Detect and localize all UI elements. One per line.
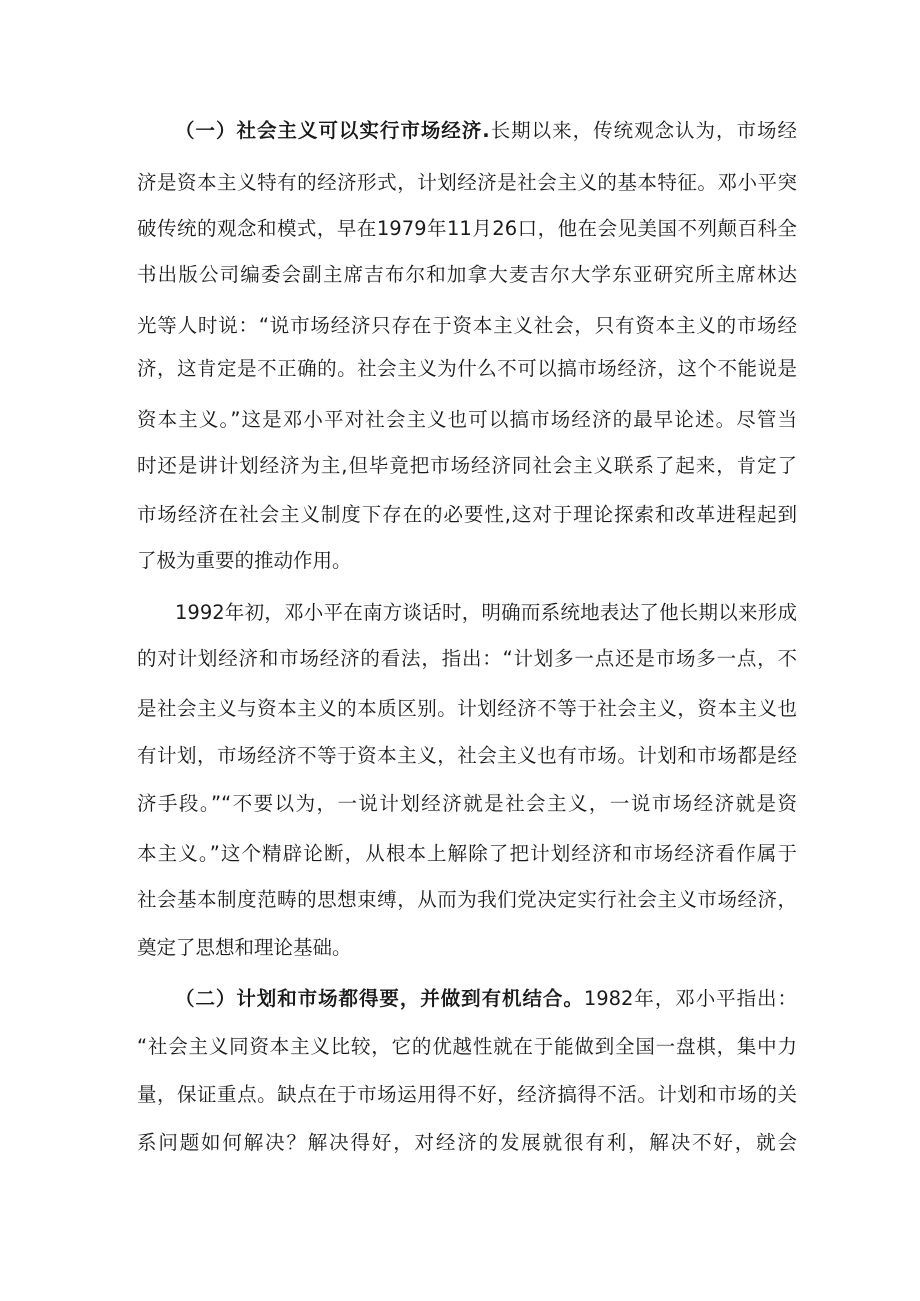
paragraph-1-line-2: 济是资本主义特有的经济形式，计划经济是社会主义的基本特征。邓小平突 bbox=[137, 171, 797, 194]
paragraph-1-line-9: 市场经济在社会主义制度下存在的必要性,这对于理论探索和改革进程起到 bbox=[137, 503, 797, 526]
paragraph-1-line-6: 济，这肯定是不正确的。社会主义为什么不可以搞市场经济，这个不能说是 bbox=[137, 357, 797, 380]
paragraph-3-line-3: 量，保证重点。缺点在于市场运用得不好，经济搞得不活。计划和市场的关 bbox=[137, 1083, 797, 1106]
paragraph-2-line-4: 有计划，市场经济不等于资本主义，社会主义也有市场。计划和市场都是经 bbox=[137, 744, 797, 767]
paragraph-2-line-1: 1992年初，邓小平在南方谈话时，明确而系统地表达了他长期以来形成 bbox=[175, 601, 797, 624]
paragraph-1-line-8: 时还是讲计划经济为主,但毕竟把市场经济同社会主义联系了起来，肯定了 bbox=[137, 454, 797, 477]
paragraph-1-line-5: 光等人时说：“说市场经济只存在于资本主义社会，只有资本主义的市场经 bbox=[137, 314, 797, 337]
paragraph-2-line-8: 奠定了思想和理论基础。 bbox=[137, 936, 352, 959]
section-heading-1: （一）社会主义可以实行市场经济. bbox=[175, 119, 490, 142]
paragraph-2-line-3: 是社会主义与资本主义的本质区别。计划经济不等于社会主义，资本主义也 bbox=[137, 697, 797, 720]
paragraph-3-line-2: “社会主义同资本主义比较，它的优越性就在于能做到全国一盘棋，集中力 bbox=[137, 1035, 797, 1058]
section-heading-2: （二）计划和市场都得要，并做到有机结合。 bbox=[175, 987, 584, 1010]
paragraph-1-line-7: 资本主义。”这是邓小平对社会主义也可以搞市场经济的最早论述。尽管当 bbox=[137, 408, 797, 431]
paragraph-1-line-4: 书出版公司编委会副主席吉布尔和加拿大麦吉尔大学东亚研究所主席林达 bbox=[137, 263, 797, 286]
paragraph-2-line-2: 的对计划经济和市场经济的看法，指出：“计划多一点还是市场多一点，不 bbox=[137, 647, 797, 670]
paragraph-3-line-4: 系问题如何解决？解决得好，对经济的发展就很有利，解决不好，就会 bbox=[137, 1131, 797, 1154]
paragraph-1-line-3: 破传统的观念和模式，早在1979年11月26口，他在会见美国不列颠百科全 bbox=[137, 217, 797, 240]
paragraph-1-line-1: （一）社会主义可以实行市场经济.长期以来，传统观念认为，市场经 bbox=[175, 119, 797, 142]
paragraph-1-line-10: 了极为重要的推动作用。 bbox=[137, 549, 352, 572]
paragraph-3-line-1: （二）计划和市场都得要，并做到有机结合。1982年，邓小平指出： bbox=[175, 987, 797, 1010]
paragraph-2-line-7: 社会基本制度范畴的思想束缚，从而为我们党决定实行社会主义市场经济， bbox=[137, 888, 797, 911]
paragraph-2-line-5: 济手段。”“不要以为，一说计划经济就是社会主义，一说市场经济就是资 bbox=[137, 792, 797, 815]
paragraph-2-line-6: 本主义。”这个精辟论断，从根本上解除了把计划经济和市场经济看作属于 bbox=[137, 842, 797, 865]
